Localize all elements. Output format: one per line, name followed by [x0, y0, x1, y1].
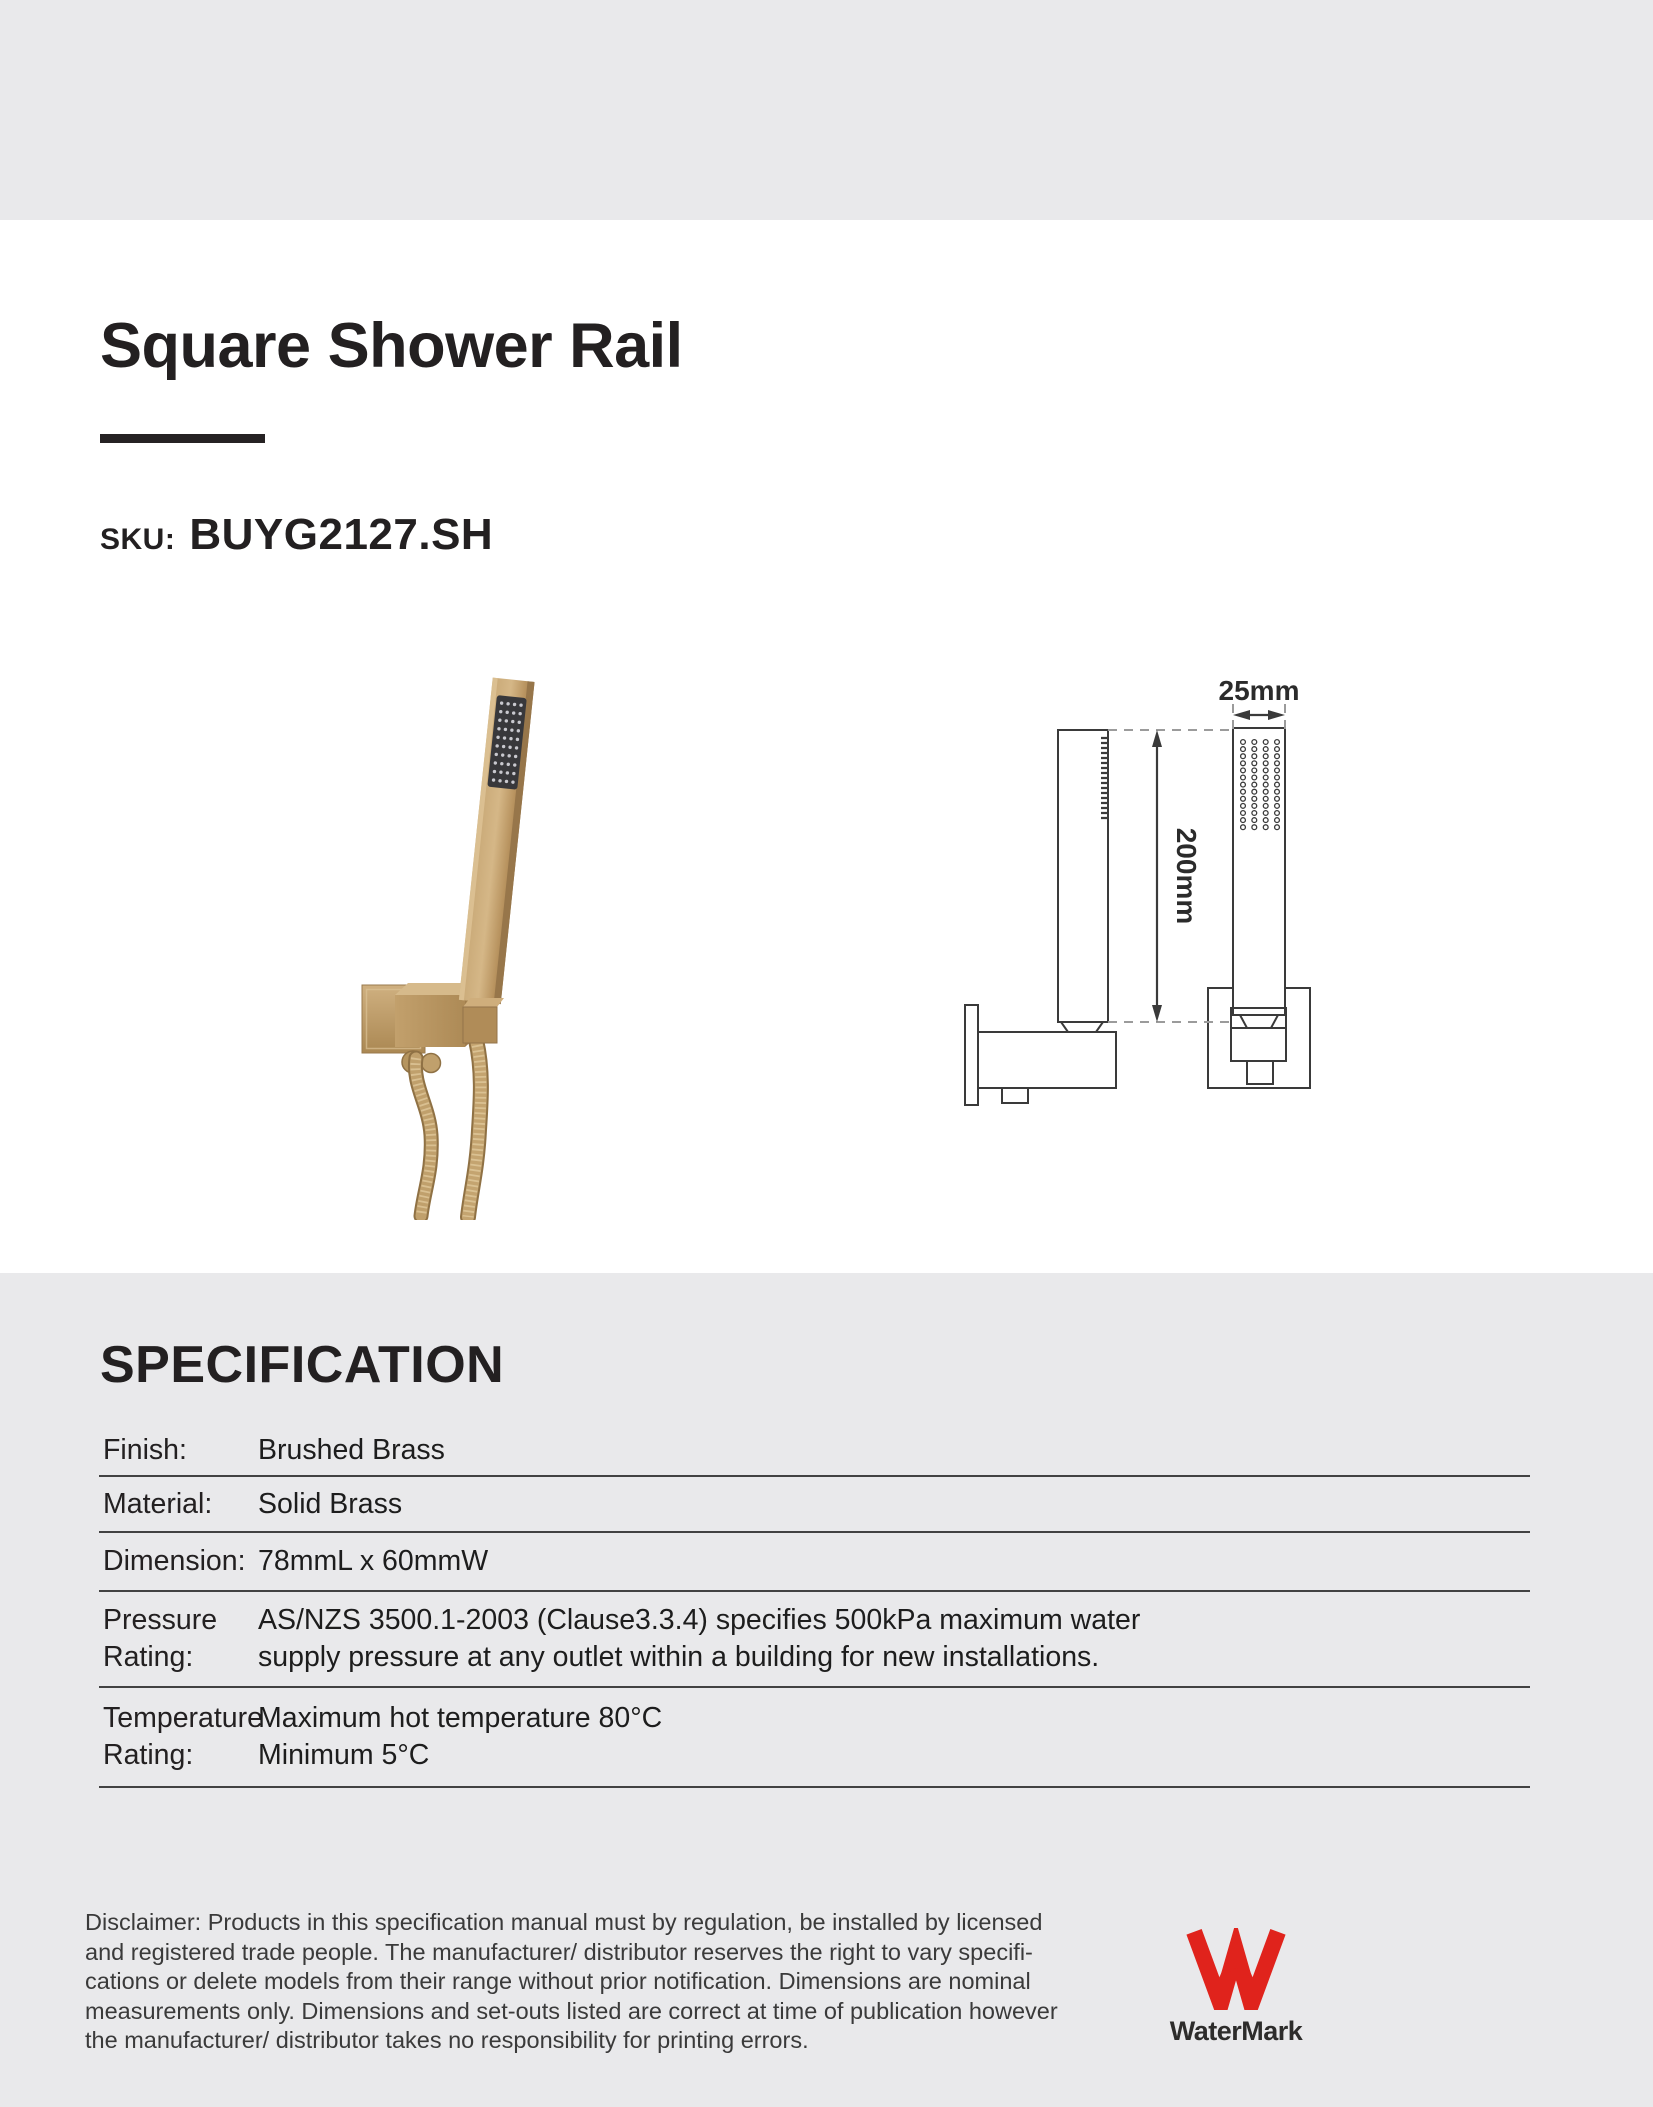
- spec-row-value: Brushed Brass: [258, 1433, 445, 1466]
- disclaimer-line: the manufacturer/ distributor takes no responsibility for printing errors.: [85, 2027, 809, 2053]
- specification-table: [99, 1425, 1530, 1788]
- height-dimension-label: 200mm: [1171, 827, 1202, 925]
- spec-row-label: Dimension:: [103, 1545, 246, 1577]
- watermark-logo: [1161, 1928, 1311, 2047]
- specification-heading: SPECIFICATION: [100, 1336, 505, 1394]
- spec-row-value: AS/NZS 3500.1-2003 (Clause3.3.4) specifies 500kPa maximum water supply pressure at any outlet within a building for new installations.: [258, 1604, 1141, 1673]
- width-dimension: [1233, 710, 1285, 720]
- sku-row: [100, 510, 494, 559]
- top-gray-band: [0, 0, 1653, 220]
- disclaimer-line: and registered trade people. The manufacturer/ distributor reserves the right to vary specifi-: [85, 1938, 1033, 1965]
- spec-row-label: Finish:: [103, 1433, 187, 1466]
- spec-row: [99, 1533, 1530, 1592]
- photo-elbow-nut: [422, 1054, 441, 1073]
- spec-row-label: Pressure Rating:: [103, 1604, 218, 1673]
- spec-row: [99, 1477, 1530, 1533]
- sku-label: SKU:: [100, 523, 176, 556]
- spec-row: [99, 1425, 1530, 1477]
- spec-row: [99, 1688, 1530, 1788]
- technical-drawing: [930, 620, 1400, 1180]
- watermark-w-icon: [1181, 1928, 1291, 2010]
- spec-row: [99, 1592, 1530, 1688]
- photo-hose-left: [415, 1058, 431, 1216]
- watermark-label: WaterMark: [1169, 2016, 1303, 2046]
- spec-row-value: Solid Brass: [258, 1487, 403, 1520]
- spec-row-label: Temperature Rating:: [103, 1702, 263, 1771]
- specification-section: [0, 1273, 1653, 2107]
- disclaimer-text: [85, 1908, 1065, 2056]
- title-underline: [100, 434, 265, 443]
- photo-hose-right: [468, 1040, 481, 1217]
- photo-holder-cube: [463, 998, 504, 1043]
- sku-value: BUYG2127.SH: [189, 510, 494, 559]
- drawing-front-view: [1208, 728, 1310, 1088]
- disclaimer-line: measurements only. Dimensions and set-outs listed are correct at time of publication however: [85, 1997, 1058, 2024]
- photo-handset: [457, 678, 535, 1027]
- spec-row-value: 78mmL x 60mmW: [258, 1545, 489, 1577]
- page-title: Square Shower Rail: [100, 311, 683, 381]
- drawing-side-view: [965, 730, 1116, 1105]
- spec-row-label: Material:: [103, 1487, 213, 1520]
- product-photo: [300, 650, 700, 1220]
- spec-row-value: Maximum hot temperature 80°C Minimum 5°C: [258, 1702, 663, 1771]
- height-dimension: [1152, 730, 1162, 1022]
- disclaimer-line: Disclaimer: Products in this specification manual must by regulation, be installed by licensed: [85, 1909, 1043, 1935]
- width-dimension-label: 25mm: [1218, 675, 1300, 706]
- disclaimer-line: cations or delete models from their range without prior notification. Dimensions are nominal: [85, 1968, 1031, 1994]
